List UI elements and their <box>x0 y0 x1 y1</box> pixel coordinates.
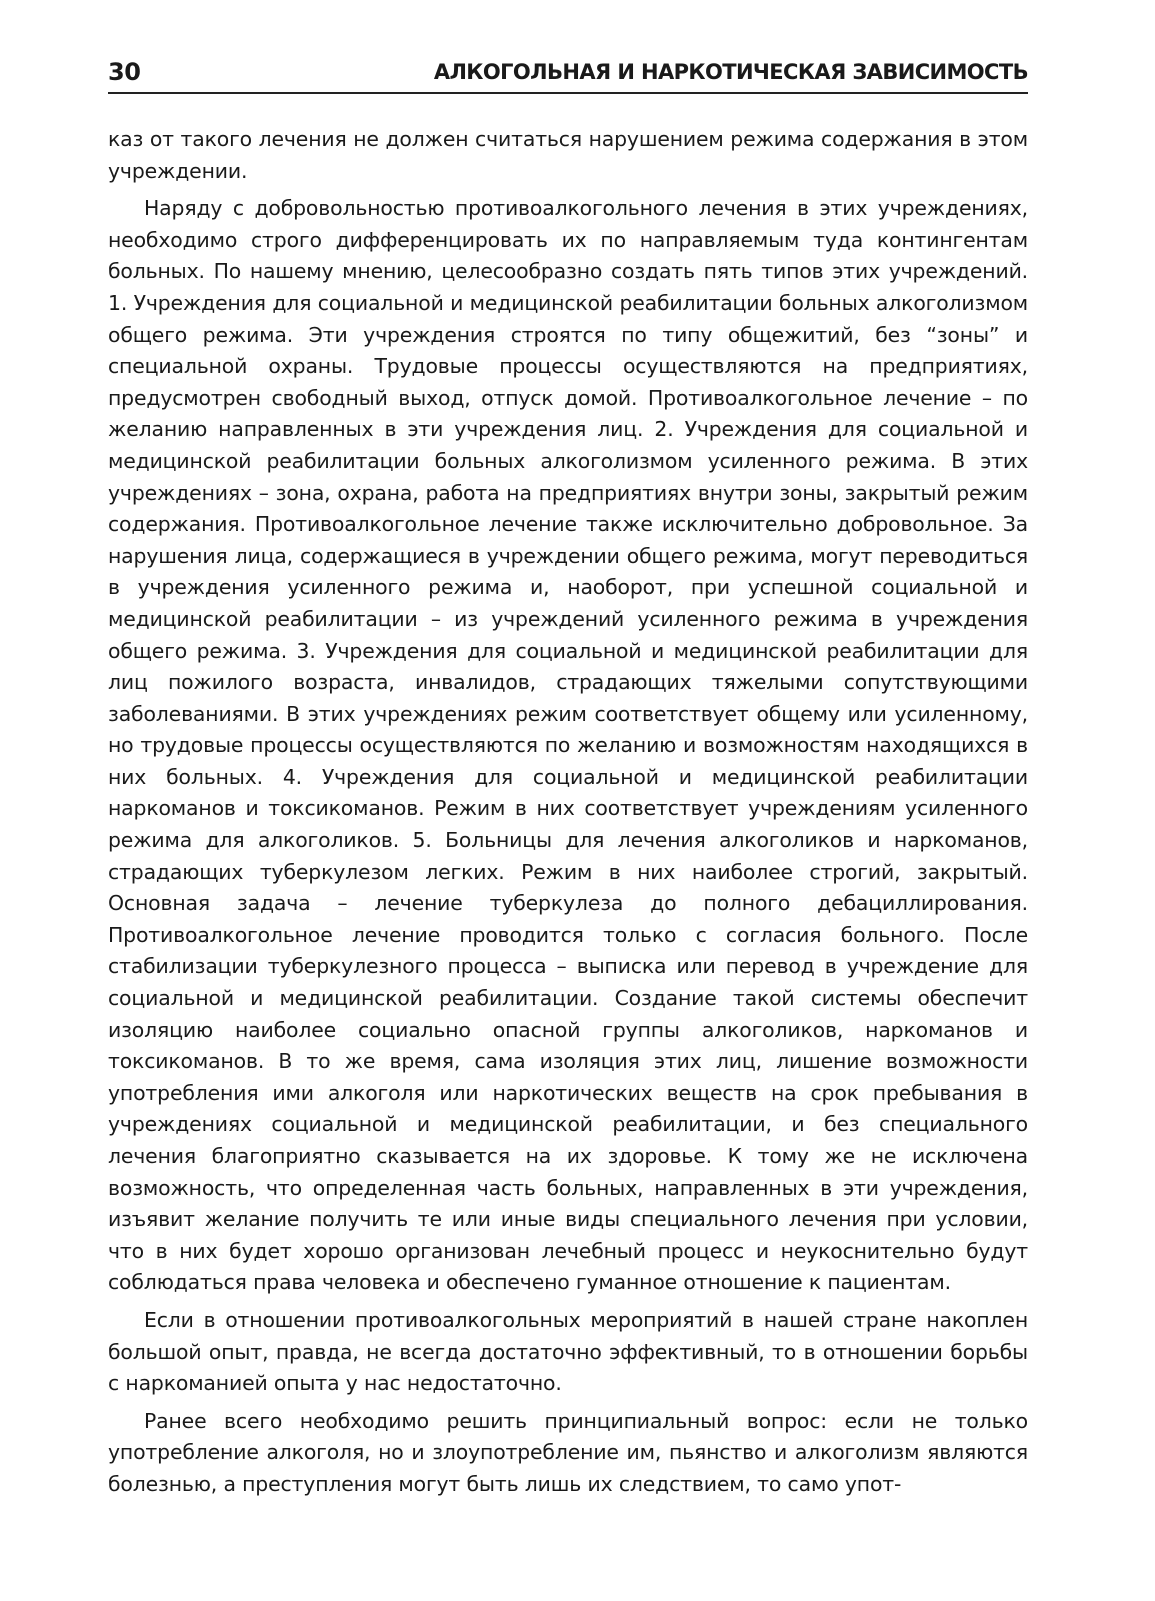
paragraph-drug-experience: Если в отношении противоалкогольных мероприятий в нашей стране накоплен большой опыт, правда, не всегда достаточно эффективный, то в отношении борьбы с наркоманией опыта у нас недостаточно. <box>108 1307 1028 1396</box>
running-header <box>108 52 1028 94</box>
paragraph-principal-question: Ранее всего необходимо решить принципиальный вопрос: если не только употребление алкоголя, но и злоупотребление им, пьянство и алкоголизм являются болезнью, а преступления могут быть лишь их следствием, то само упот- <box>108 1408 1028 1496</box>
paragraph-institution-types: Наряду с добровольностью противоалкогольного лечения в этих учреждениях, необходимо строго дифференцировать их по направляемым туда контингентам больных. По нашему мнению, целесообразно создать пять типов этих учреждений. 1. Учреждения для социальной и медицинской реабилитации больных алкоголизмом общего режима. Эти учреждения строятся по типу общежитий, без “зоны” и специальной охраны. Трудовые процессы осуществляются на предприятиях, предусмотрен свободный выход, отпуск домой. Противоалкогольное лечение – по желанию направленных в эти учреждения лиц. 2. Учреждения для социальной и медицинской реабилитации больных алкоголизмом усиленного режима. В этих учреждениях – зона, охрана, работа на предприятиях внутри зоны, закрытый режим содержания. Противоалкогольное лечение также исключительно добровольное. За нарушения лица, содержащиеся в учреждении общего режима, могут переводиться в учреждения усиленного режима и, наоборот, при успешной социальной и медицинской реабилитации – из учреждений усиленного режима в учреждения общего режима. 3. Учреждения для социальной и медицинской реабилитации для лиц пожилого возраста, инвалидов, страдающих тяжелыми сопутствующими заболеваниями. В этих учреждениях режим соответствует общему или усиленному, но трудовые процессы осуществляются по желанию и возможностям находящихся в них больных. 4. Учреждения для социальной и медицинской реабилитации наркоманов и токсикоманов. Режим в них соответствует учреждениям усиленного режима для алкоголиков. 5. Больницы для лечения алкоголиков и наркоманов, страдающих туберкулезом легких. Режим в них наиболее строгий, закрытый. Основная задача – лечение туберкулеза до полного дебациллирования. Противоалкогольное лечение проводится только с согласия больного. После стабилизации туберкулезного процесса – выписка или перевод в учреждение для социальной и медицинской реабилитации. Создание такой системы обеспечит изоляцию наиболее социально опасной группы алкоголиков, наркоманов и токсикоманов. В то же время, сама изоляция этих лиц, лишение возможности употребления ими алкоголя или наркотических веществ на срок пребывания в учреждениях социальной и медицинской реабилитации, и без специального лечения благоприятно сказывается на их здоровье. К тому же не исключена возможность, что определенная часть больных, направленных в эти учреждения, изъявит желание получить те или иные виды специального лечения при условии, что в них будет хорошо организован лечебный процесс и неукоснительно будут соблюдаться права человека и обеспечено гуманное отношение к пациентам. <box>108 196 1028 1295</box>
page-number: 30 <box>108 58 141 86</box>
body-text <box>108 124 1028 1501</box>
paragraph-continuation: каз от такого лечения не должен считаться нарушением режима содержания в этом учреждении. <box>108 127 1028 183</box>
running-title: АЛКОГОЛЬНАЯ И НАРКОТИЧЕСКАЯ ЗАВИСИМОСТЬ <box>433 60 1028 84</box>
book-page <box>108 52 1028 1507</box>
